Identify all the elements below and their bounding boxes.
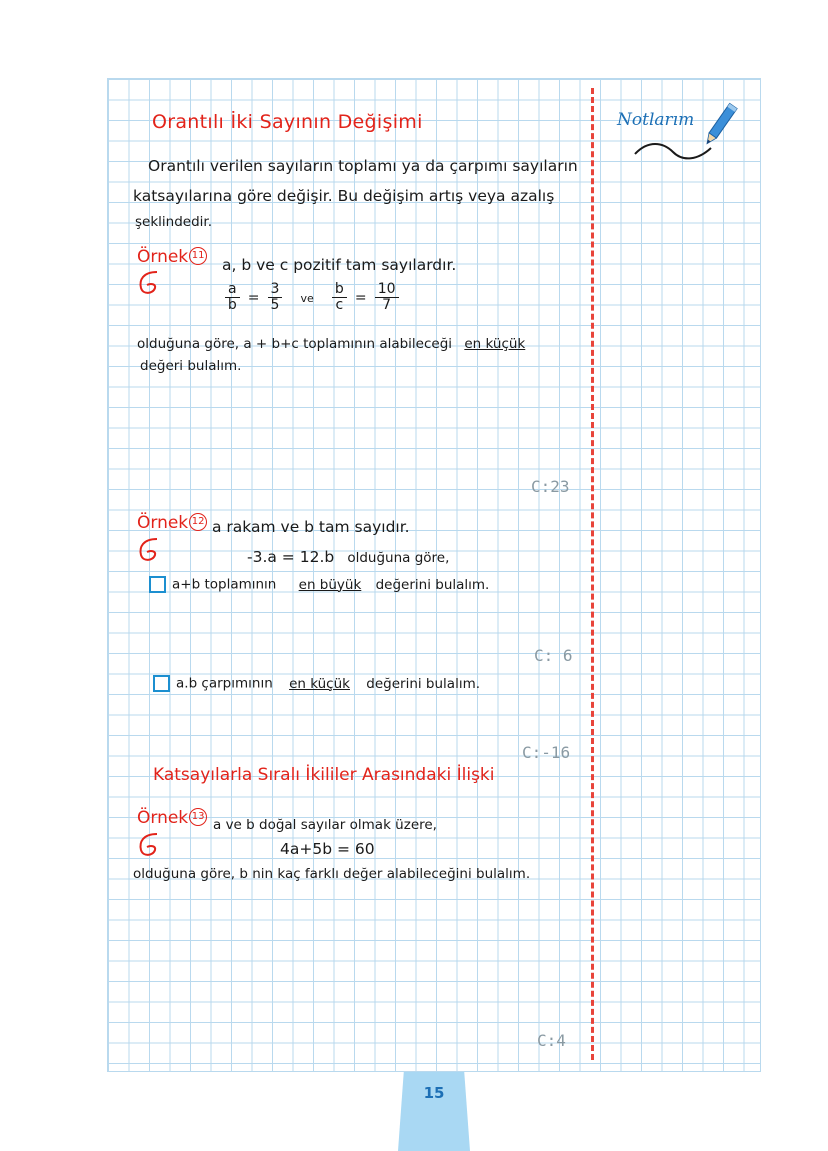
section-title: Katsayılarla Sıralı İkililer Arasındaki İlişki [153,765,495,785]
intro-line-2: katsayılarına göre değişir. Bu değişim artış veya azalış [133,187,555,205]
question-2: a.b çarpımının en küçük değerini bulalım. [153,675,480,692]
example-equation: 4a+5b = 60 [280,840,375,858]
intro-line-3: şeklindedir. [135,214,213,230]
example-curl [135,268,165,298]
notes-squiggle [633,140,713,162]
example-curl [135,830,165,860]
question-1: a+b toplamının en büyük değerini bulalım. [149,576,489,593]
checkbox-icon[interactable] [153,675,170,692]
example-question: olduğuna göre, a + b+c toplamının alabileceği en küçük [137,336,526,352]
fraction: $\frac{10}{7}$ [375,282,399,313]
intro-line-1: Orantılı verilen sayıların toplamı ya da çarpımı sayıların [148,157,578,175]
example-label: Örnek 12 [137,513,207,533]
answer-text: C:23 [531,477,570,496]
page-number: 15 [423,1084,445,1102]
example-label: Örnek 13 [137,808,207,828]
fraction-equations: $\frac{a}{b}$ = $\frac{3}{5}$ ve $\frac{b}{c}$ = $\frac{10}{7}$ [222,282,402,313]
example-equation: -3.a = 12.b olduğuna göre, [247,548,450,566]
example-statement: a rakam ve b tam sayıdır. [212,518,410,536]
example-statement: a ve b doğal sayılar olmak üzere, [213,817,437,833]
notes-divider [591,88,594,1060]
example-question: olduğuna göre, b nin kaç farklı değer alabileceğini bulalım. [133,866,531,882]
answer-text: C: 6 [534,646,573,665]
fraction: $\frac{3}{5}$ [268,282,283,313]
example-question-line-2: değeri bulalım. [140,358,242,374]
section-title: Orantılı İki Sayının Değişimi [152,111,423,133]
checkbox-icon[interactable] [149,576,166,593]
answer-text: C:4 [537,1031,566,1050]
fraction: $\frac{b}{c}$ [332,282,347,313]
notes-title: Notlarım [617,110,695,130]
example-curl [135,535,165,565]
example-statement: a, b ve c pozitif tam sayılardır. [222,256,457,274]
fraction: $\frac{a}{b}$ [225,282,240,313]
example-label: Örnek 11 [137,247,207,267]
answer-text: C:-16 [522,743,571,762]
